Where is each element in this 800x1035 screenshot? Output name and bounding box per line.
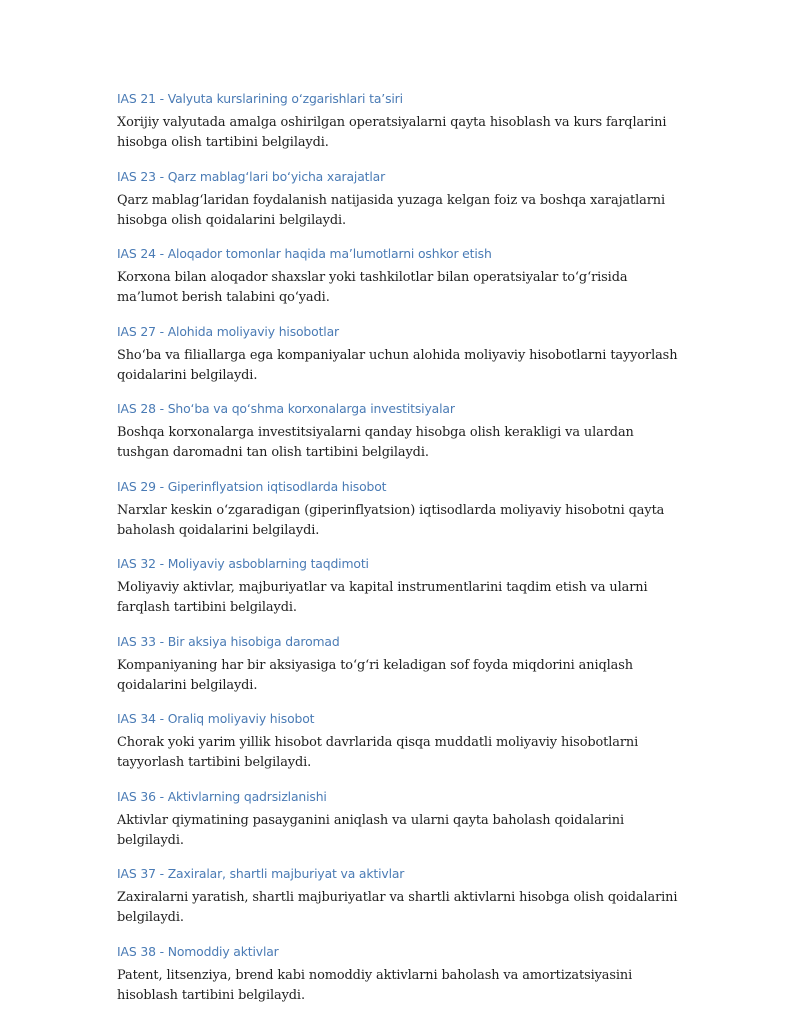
standard-description: Aktivlar qiymatining pasayganini aniqlash va ularni qayta baholash qoidalarini belgilaydi. (117, 812, 624, 848)
standard-entry-ias-27 (117, 323, 687, 386)
standard-heading: IAS 29 - Giperinflyatsion iqtisodlarda hisobot (117, 478, 387, 494)
standard-heading: IAS 27 - Alohida moliyaviy hisobotlar (117, 323, 339, 339)
standard-description: Narxlar keskin o‘zgaradigan (giperinflyatsion) iqtisodlarda moliyaviy hisobotni qayta baholash qoidalarini belgilaydi. (117, 502, 665, 538)
standard-heading: IAS 21 - Valyuta kurslarining o‘zgarishlari ta’siri (117, 91, 403, 106)
standard-description: Qarz mablag‘laridan foydalanish natijasida yuzaga kelgan foiz va boshqa xarajatlarni hisobga olish qoidalarini belgilaydi. (117, 192, 666, 228)
standard-description: Chorak yoki yarim yillik hisobot davrlarida qisqa muddatli moliyaviy hisobotlarni tayyorlash tartibini belgilaydi. (117, 735, 639, 770)
document-page (117, 90, 687, 1020)
standard-entry-ias-29 (117, 478, 687, 541)
standard-heading: IAS 33 - Bir aksiya hisobiga daromad (117, 633, 340, 649)
standard-description: Kompaniyaning har bir aksiyasiga to‘g‘ri keladigan sof foyda miqdorini aniqlash qoidalarini belgilaydi. (117, 657, 633, 693)
standard-entry-ias-32 (117, 555, 687, 618)
standard-description: Sho‘ba va filiallarga ega kompaniyalar uchun alohida moliyaviy hisobotlarni tayyorlash qoidalarini belgilaydi. (117, 347, 678, 383)
standard-description: Zaxiralarni yaratish, shartli majburiyatlar va shartli aktivlarni hisobga olish qoidalarini belgilaydi. (117, 890, 678, 925)
standard-entry-ias-33 (117, 633, 687, 696)
standard-entry-ias-34 (117, 710, 687, 773)
standard-entry-ias-28 (117, 400, 687, 463)
standard-heading: IAS 32 - Moliyaviy asboblarning taqdimoti (117, 556, 369, 571)
standard-description: Patent, litsenziya, brend kabi nomoddiy aktivlarni baholash va amortizatsiyasini hisoblash tartibini belgilaydi. (117, 967, 633, 1003)
standard-entry-ias-37 (117, 865, 687, 928)
standard-entry-ias-36 (117, 788, 687, 851)
standard-entry-ias-24 (117, 245, 687, 308)
standard-heading: IAS 34 - Oraliq moliyaviy hisobot (117, 711, 315, 726)
standard-heading: IAS 37 - Zaxiralar, shartli majburiyat va aktivlar (117, 866, 405, 881)
standard-heading: IAS 24 - Aloqador tomonlar haqida ma’lumotlarni oshkor etish (117, 246, 492, 261)
standard-description: Korxona bilan aloqador shaxslar yoki tashkilotlar bilan operatsiyalar to‘g‘risida ma’lumot berish talabini qo‘yadi. (117, 270, 628, 305)
standard-entry-ias-21 (117, 90, 687, 153)
standard-entry-ias-38 (117, 943, 687, 1006)
standard-heading: IAS 23 - Qarz mablag‘lari bo‘yicha xarajatlar (117, 168, 386, 184)
standard-heading: IAS 38 - Nomoddiy aktivlar (117, 943, 279, 959)
standard-entry-ias-23 (117, 168, 687, 231)
standard-description: Boshqa korxonalarga investitsiyalarni qanday hisobga olish kerakligi va ulardan tushgan daromadni tan olish tartibini belgilaydi. (117, 425, 634, 460)
standard-description: Moliyaviy aktivlar, majburiyatlar va kapital instrumentlarini taqdim etish va ularni farqlash tartibini belgilaydi. (117, 580, 648, 615)
standard-description: Xorijiy valyutada amalga oshirilgan operatsiyalarni qayta hisoblash va kurs farqlarini hisobga olish tartibini belgilaydi. (117, 115, 667, 150)
standard-heading: IAS 28 - Sho‘ba va qo‘shma korxonalarga investitsiyalar (117, 401, 455, 416)
standard-heading: IAS 36 - Aktivlarning qadrsizlanishi (117, 788, 327, 804)
